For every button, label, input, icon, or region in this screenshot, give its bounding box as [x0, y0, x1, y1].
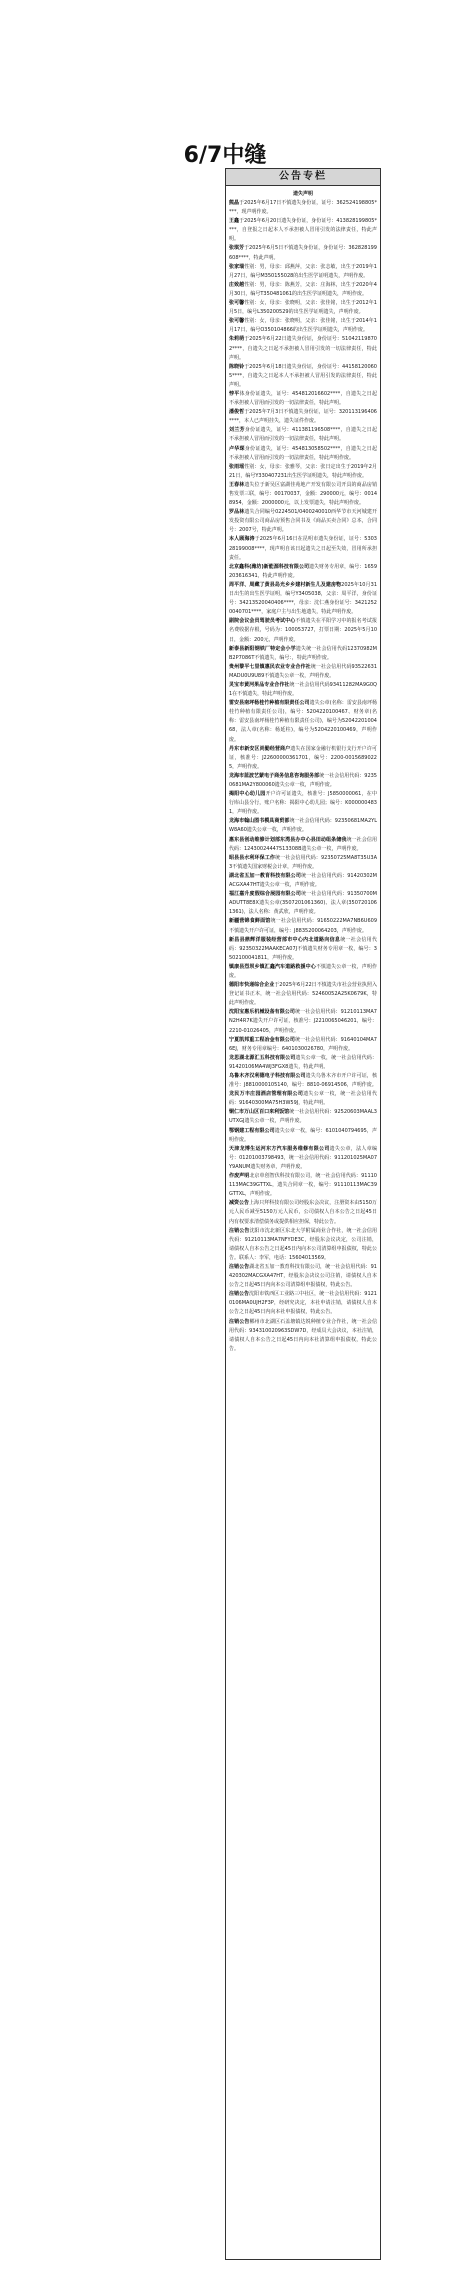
notice-text: 遗失公章一枚，统一社会信用代码：91420106MA4WJ3FGX8遗失，特此声明。	[229, 1054, 377, 1070]
notice-name: 沈阳宝惠乐机械设备有限公司	[229, 1009, 295, 1016]
column-body	[226, 186, 380, 1356]
notice-item	[229, 936, 377, 963]
notice-name: 陈晓铃	[229, 363, 245, 370]
notice-name: 天津龙博生运河东方汽车服务维修有限公司	[229, 1145, 330, 1152]
notice-item	[229, 1090, 377, 1108]
notice-name: 揭阳中心幼儿园	[229, 791, 266, 798]
notice-text: 统一社会信用代码：91210113MA7N2H4R7K遗失开户许可证，核准号：J2210065046201，编号：2210-01026405，声明作废。	[229, 1009, 377, 1034]
notice-text: 遗失乌鲁木齐市开户许可证，核准号：J8810000105140，编号：8810-06914506，声明作废。	[229, 1073, 377, 1089]
notice-item	[229, 1172, 377, 1199]
notice-text: 上海只拜科技有限公司经股东会决议，注册资本由5150万元人民币减至5150万元人民币，公司债权人自本公告之日起45日内有权要求清偿债务或提供相应担保，特此公告。	[229, 1200, 377, 1225]
notice-name: 鄂钢建工程有限公司	[229, 1127, 275, 1134]
notice-item	[229, 281, 377, 299]
notice-text: 于2025年6月18日遗失身份证，身份证号：441581200605****，自遗失之日起本人不承担被人冒用引发的法律责任，特此声明。	[229, 363, 377, 388]
notice-text: 沈阳市铁西区工业路三中社区，统一社会信用代码：91210106MA0UJH2F3P，经研究决定，本社申请注销，请债权人自本公告之日起45日内向本社申报债权，特此公告。	[229, 1291, 377, 1316]
notice-name: 张家瑞	[229, 263, 245, 270]
notice-item	[229, 408, 377, 426]
notice-text: 性别：女，母亲：张雅琴，父亲：张日定出生于2019年2月21日，编号Y330407231出生医学证明遗失，特此声明作废。	[229, 463, 377, 479]
notice-text: 于2025年6月22日不慎遗失市社会营业执照入登记证书正本，统一社会信用代码：52460052A25K0679K，特此声明作废。	[229, 982, 377, 1007]
notice-item	[229, 817, 377, 835]
notice-item	[229, 335, 377, 362]
notice-text: 统一社会信用代码：92350681MA2Y800060遗失公章一枚，声明作废。	[229, 772, 377, 788]
notice-text: 遗失合同编号0224501/0400240010西华节市天河城建开发投资有限公司商品房预售合同书及《商品买卖合同》总本，合同号：2007号，特此声明。	[229, 509, 377, 534]
notice-name: 刘兰芳	[229, 427, 245, 434]
notice-text: 于2025年6月5日不慎遗失身份证，身份证号：362828199608****，特此声明。	[229, 245, 377, 261]
notice-text: 统一社会信用代码：91640104MA76EJ，财务专用章编号：6401030026780，声明作废。	[229, 1036, 377, 1052]
notice-item	[229, 1227, 377, 1263]
notice-item	[229, 317, 377, 335]
notice-name: 宁夏凯邦重工程冶金有限公司	[229, 1036, 295, 1043]
notice-text: 湖北省五加一教育科技有限公司，统一社会信用代码：91420302MACGXA47HT，经股东会决议公司注销，请债权人自本公告之日起45日内向本公司清算组申报债权，特此公告。	[229, 1263, 377, 1289]
notice-text: 遗失财务专用章，编号：1659203616341，特此声明作废。	[229, 563, 377, 579]
notice-name: 贵州黎平七里镇惠民农业专业合作社	[229, 663, 311, 670]
notice-text: 统一社会信用代码：91420302MACGXA47HT遗失公章一枚，声明作废。	[229, 872, 377, 889]
notice-item	[229, 481, 377, 508]
notice-item	[229, 790, 377, 817]
notice-item	[229, 263, 377, 281]
notice-name: 注销公告	[229, 1291, 250, 1298]
notice-item	[229, 1127, 377, 1145]
notice-item	[229, 981, 377, 1008]
notice-text: 统一社会信用代码：92350681MA2YLW8A60遗失公章一枚，声明作废。	[229, 818, 377, 834]
notice-name: 熊晶	[229, 200, 240, 206]
notice-item	[229, 1199, 377, 1226]
notice-name: 昭县县水利环保工作	[229, 854, 275, 861]
notice-name: 福江嘉升度假综合展园有限公司	[229, 891, 301, 898]
notice-text: 遗失公章一枚，编号：6101040794695，声明作废。	[229, 1127, 377, 1143]
notice-text: 统一社会信用代码93411282MA9G0Q1在不慎遗失，特此声明作废。	[229, 681, 377, 698]
notice-item	[229, 772, 377, 790]
notice-text: 性别：男，母亲：邱燕萍，父亲：张志敏，出生于2019年1月27日，编号M350155028的出生医学证明遗失，声明作废。	[229, 263, 377, 279]
notice-text: 于2025年6月16日在昆明市遗失身份证，证号：530328199008****，现声明自该日起遗失之日起至失效，冒用所承担责任。	[229, 536, 377, 561]
notice-name: 本人顾海涛	[229, 536, 255, 543]
notice-name: 副院会议会员驾驶员考试中心	[229, 618, 296, 625]
notice-name: 张可馨	[229, 318, 245, 325]
notice-item	[229, 890, 377, 917]
notice-text: 统一社会信用代码：12430024447513308B遗失公章一枚，声明作废。	[229, 836, 377, 852]
notice-item	[229, 836, 377, 854]
notice-item	[229, 508, 377, 535]
notice-text: 郴州市北湖区石盖塘镇达锐种植专业合作社，统一社会信用代码：934310020963SDW7D，经成员大会决议，本社注销，请债权人自本公告之日起45日内向本社清算组申报债权，特此公告。	[229, 1318, 377, 1352]
notice-text: 于2025年6月17日不慎遗失身份证，证号：362524198805****，现声明作废。	[229, 200, 377, 216]
notice-text: 于2025年6月22日遗失身份证，身份证号：510421198702****，自遗失之日起不承担被人冒用引发的一切法律责任，特此声明。	[229, 336, 377, 361]
notice-name: 注销公告	[229, 1227, 250, 1234]
notice-text: 性别：女，母亲：张晓明，父亲：张佳铭，出生于2012年1月5日，编号L350200529的出生医学证明遗失，声明作废。	[229, 300, 377, 316]
notice-name: 王鑫	[229, 218, 240, 225]
notice-name: 惠东县创动维修计划部东湾县办中心县田动组条储我	[229, 836, 347, 843]
notice-name: 乌鲁木齐汉利德电子科技有限公司	[229, 1073, 306, 1079]
notice-item	[229, 699, 377, 744]
notice-name: 潘俊哲	[229, 409, 245, 416]
notice-name: 王春林	[229, 481, 245, 488]
notice-name: 雷安县南坪杨桂竹种植有限责任公司	[229, 700, 310, 707]
notice-item	[229, 244, 377, 262]
notice-name: 卢华琛	[229, 445, 245, 452]
notice-item	[229, 363, 377, 390]
notice-name: 德阳市快递综合企业	[229, 982, 275, 989]
notice-text: 性别：男，母亲：陈燕芳，父亲：庄海林，出生于2020年4月30日，编号T350481061的出生医学证明遗失，声明作废。	[229, 281, 377, 297]
notice-item	[229, 617, 377, 644]
notice-item	[229, 1263, 377, 1290]
notice-item	[229, 645, 377, 663]
notice-item	[229, 217, 377, 244]
notice-text: 遗失在国家金融行机银行支行开户许可证，核准号：J22600000361701，编号：2200-00156890225，声明作废。	[229, 745, 377, 770]
notice-text: 统一社会信用代码：91650222MA7NB6U609不慎遗失开户许可证，编号：J8835200064203，声明作废。	[229, 918, 377, 934]
notice-text: 统一社会信用代码93522631MADU0U9U89不慎遗失公章一枚，声明作废。	[229, 663, 377, 679]
notice-name: 龙海市蓝波艺蒙电子商务信息咨询服务部	[229, 772, 320, 779]
notice-text: 身份证遗失，证号：454813058502****，自遗失之日起不承担被人冒用而引发的一切法律责任，特此声明作废。	[229, 445, 377, 461]
notice-text: 北京单创智伏科技有限公司，统一社会信用代码：91110113MAC39GTTXL，遗失合同章一枚，编号：91110113MAC39GTTXL，声明作废。	[229, 1173, 377, 1198]
notice-name: 新疆营锦食鲜面馆	[229, 918, 271, 925]
notice-name: 张琪芳	[229, 245, 245, 252]
notice-name: 灵宝市黄河果品专业合作社	[229, 681, 290, 688]
notice-text: 不慎遗失公章一枚，声明作废。	[229, 963, 377, 979]
notice-name: 龙思湖北源汇五科技有限公司	[229, 1054, 296, 1061]
notice-name: 张可馨	[229, 300, 245, 307]
announcement-column	[225, 168, 381, 2260]
notice-text: 统一社会信用代码：91350700MADUTT8E8X遗失公章(3507201061360)、法人章(3507201061361)，法人名称：黄武欣，声明作废。	[229, 891, 377, 916]
notice-name: 丹东市新安区尚勤经营商户	[229, 745, 291, 752]
notice-text: 不慎遗失在平阳学习中的报名考试报名费收据存根，号码为：100053727，打票日期：2025年5月10日，金额：200元，声明作废。	[229, 618, 377, 643]
notice-name: 朱莉萌	[229, 336, 245, 343]
notice-item	[229, 1290, 377, 1317]
notice-item	[229, 581, 377, 617]
notice-item	[229, 1145, 377, 1172]
notice-text: 开户许可证遗失，核准号：J5850000061，在中行库山县分行，账户名称：揭阳中心幼儿园；编号：K0000004831，声明作废。	[229, 791, 377, 816]
notice-name: 庄致越	[229, 281, 245, 288]
notice-text: 于2025年6月20日遗失身份证，身份证号：413828199805****，自登报之日起本人不承担被人冒用引发的法律责任，特此声明。	[229, 218, 377, 243]
notice-name: 新昌县鼎辉洋服装经营部市中心内北道路向信息	[229, 936, 341, 943]
notice-text: 沈阳市沈北新区东北大学附属商业合作社，统一社会信用代码：91210113MA7NFYDE3C，经股东会议决定，公司注销，请债权人自本公告之日起45日内向本公司清算组申报债权，特此公告。联系人：李军，电话：15604013569。	[229, 1227, 377, 1261]
notice-item	[229, 1318, 377, 1354]
notice-item	[229, 463, 377, 481]
notice-name: 悖平	[229, 390, 240, 397]
notice-item	[229, 535, 377, 562]
column-header: 公告专栏	[226, 169, 380, 186]
notice-item	[229, 1054, 377, 1072]
notice-name: 新泰县新阳钢铁厂特定会小学	[229, 645, 296, 652]
notice-name: 镇康县烈坝乡镇汇鑫汽车道路救援中心	[229, 963, 316, 970]
notice-text: 统一社会信用代码：92350725MA8T35U3A3不慎遗失国家财税会计章，声明作废。	[229, 854, 377, 870]
notice-text: 遗失公章一枚，统一社会信用代码：91640300MA75H3W59J，特此声明。	[229, 1091, 377, 1107]
notice-name: 减资公告	[229, 1200, 250, 1207]
notice-item	[229, 663, 377, 681]
notice-text: 体身份证遗失，证号：454812016602****，自遗失之日起不承担被人冒用而引发的一切法律责任，特此声明。	[229, 390, 377, 407]
notice-name: 湖北省五加一教育科技有限公司	[229, 872, 301, 879]
notice-item	[229, 854, 377, 872]
notice-name: 北京鑫科(潍坊)新能源科技有限公司	[229, 563, 309, 570]
page-title: 6/7中缝	[183, 143, 267, 168]
notice-item	[229, 1072, 377, 1090]
notice-name: 作废声明	[229, 1173, 250, 1180]
notice-name: 龙海市翰山图书模具商贸部	[229, 818, 290, 825]
notice-item	[229, 426, 377, 444]
notice-item	[229, 745, 377, 772]
notice-item	[229, 390, 377, 408]
notice-item	[229, 199, 377, 217]
notice-item	[229, 299, 377, 317]
notice-text: 遗失位于新吴区富湖佳苑地产开发有限公司开具的商品房销售发票三联，编号：00170037，金额：290000元，编号：00148954，金额：2000000元，以上发票遗失，特此声明作废。	[229, 481, 377, 507]
notice-item	[229, 1108, 377, 1126]
notice-item	[229, 872, 377, 890]
notice-item	[229, 681, 377, 699]
notice-text: 统一社会信用代码：92350322MAAKECA07J不慎遗失财务专用章一枚，编号：3502100041811，声明作废。	[229, 936, 377, 961]
notice-text: 性别：女，母亲：张晓明，父亲：张佳铭，出生于2014年1月17日，编号O350104866的出生医学证明遗失，声明作废。	[229, 318, 377, 334]
notice-name: 罗品林	[229, 509, 245, 516]
notice-item	[229, 917, 377, 935]
notice-text: 于2025年7月3日不慎遗失身份证，证号：320113196406****，本人已声明挂失，遗失证件作废。	[229, 409, 377, 425]
notice-text: 遗失公章(名称：雷安县南坪杨桂竹种植有限责任公司)，编号：5204220100467、财务章(名称：雷安县南坪杨桂竹种植有限责任公司)，编号为5204220100468，法人章(名称：杨延柱)，编号为5204220100469，声明作废。	[229, 700, 377, 743]
notice-text: 遗失公章，法人章编号：01201003798493，统一社会信用代码：911201025MA07Y9ANUM遗失财务章，声明作废。	[229, 1145, 377, 1170]
notice-item	[229, 1008, 377, 1035]
notice-text: 身份证遗失，证号：411381196508****，自遗失之日起不承担被人冒用而引发的一切法律责任，特此声明。	[229, 427, 377, 443]
notice-text: 2025年10月31日出生的出生医学证明，编号Y3405038，父亲：周平洋，身份证号：34213520040406****，母亲：沈仁燕身份证号：34212520040701****，家庭户主与出生地遗失，特此声明作废。	[229, 581, 377, 616]
notice-item	[229, 445, 377, 463]
notice-name: 铜仁市万山区百口来利饭馆	[229, 1109, 290, 1116]
notice-name: 注销公告	[229, 1318, 250, 1325]
section-heading: 遗失声明	[292, 191, 313, 197]
notice-name: 周平洋、周藏了黄县岛光乡乡建村新生儿及建房物	[229, 581, 342, 588]
notice-item	[229, 963, 377, 981]
notice-text: 遗失统一社会信用代码12370982MB2P7086T不慎遗失，编号：，特此声明作废。	[229, 645, 377, 661]
notice-item	[229, 1036, 377, 1054]
notice-name: 注销公告	[229, 1263, 250, 1270]
notice-text: 统一社会信用代码：92520603MAAL3UTXGJ遗失公章一枚，声明作废。	[229, 1109, 377, 1125]
notice-name: 龙民万丰庄园酒店管理有限公司	[229, 1091, 304, 1098]
notice-name: 张雨瑶	[229, 463, 245, 470]
notice-item	[229, 563, 377, 581]
